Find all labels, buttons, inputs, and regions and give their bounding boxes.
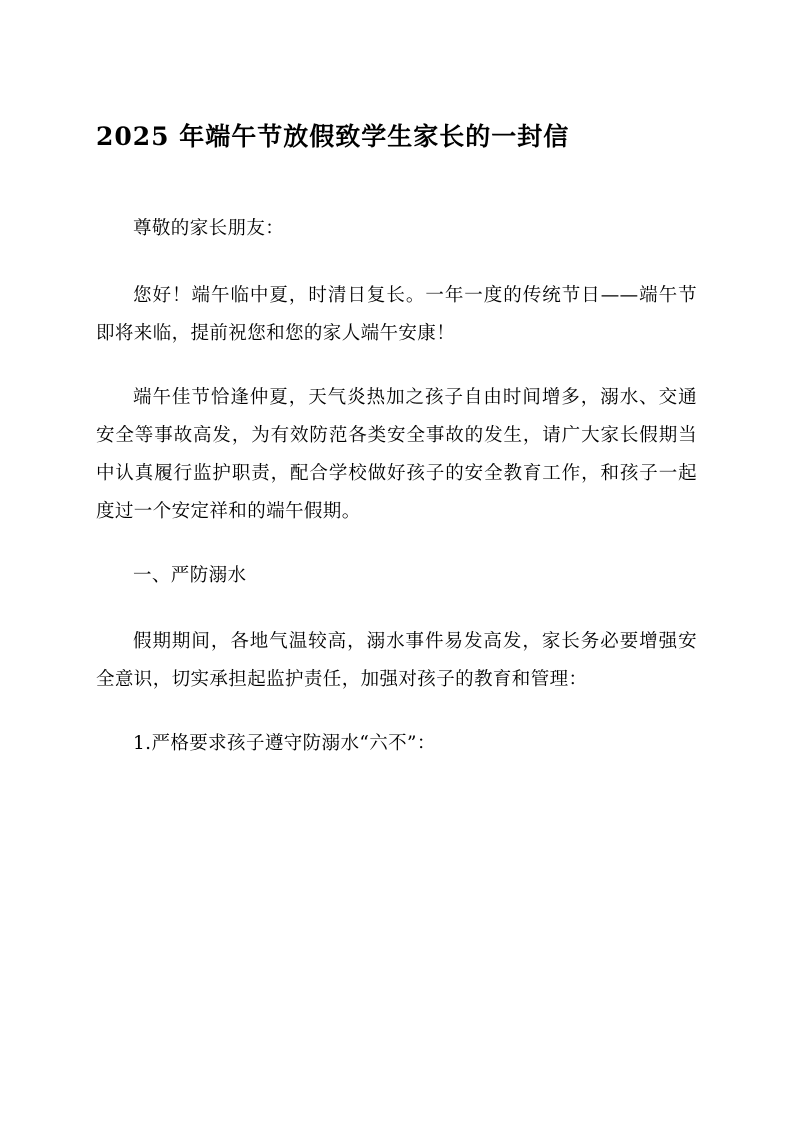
section-one-body: 假期期间，各地气温较高，溺水事件易发高发，家长务必要增强安全意识，切实承担起监护责任，加强对孩子的教育和管理：: [96, 630, 697, 690]
page-title: 2025 年端午节放假致学生家长的一封信: [96, 122, 570, 151]
section-heading-one: 一、严防溺水: [133, 564, 247, 586]
greeting-paragraph: 您好！端午临中夏，时清日复长。一年一度的传统节日——端午节即将来临，提前祝您和您的家人端午安康！: [96, 285, 697, 345]
salutation: 尊敬的家长朋友：: [133, 217, 285, 239]
list-item-one: 1.严格要求孩子遵守防溺水“六不”：: [133, 732, 436, 754]
intro-paragraph: 端午佳节恰逢仲夏，天气炎热加之孩子自由时间增多，溺水、交通安全等事故高发，为有效防范各类安全事故的发生，请广大家长假期当中认真履行监护职责，配合学校做好孩子的安全教育工作，和孩子一起度过一个安定祥和的端午假期。: [96, 387, 697, 523]
